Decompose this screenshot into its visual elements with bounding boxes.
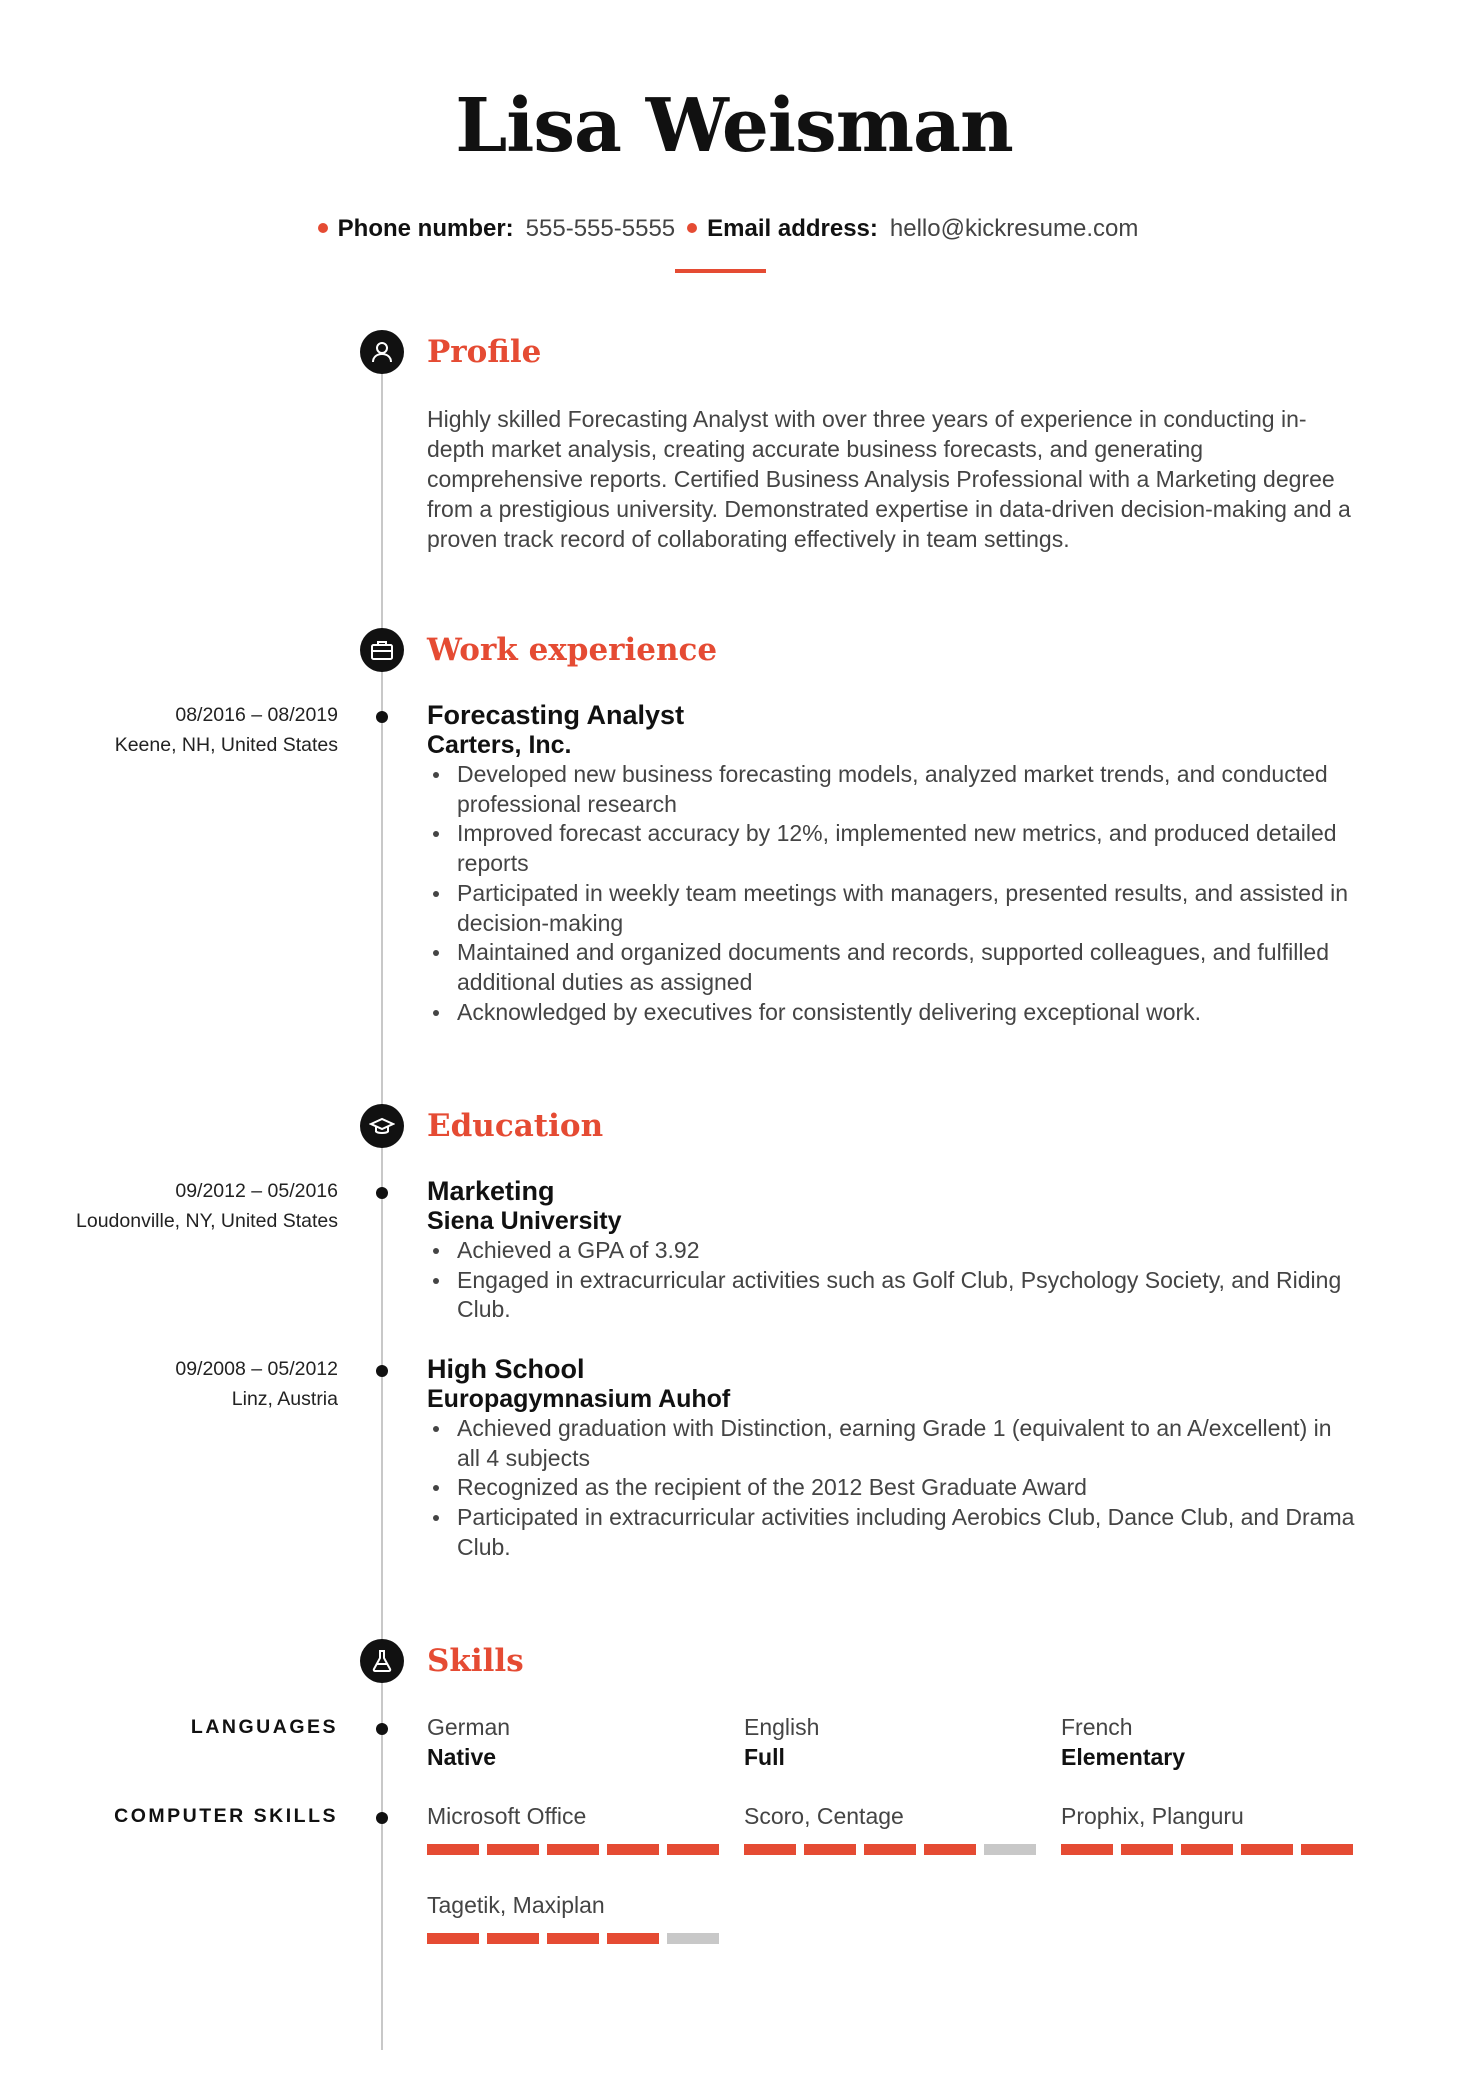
- list-item: Participated in extracurricular activities including Aerobics Club, Dance Club, and Drama Club.: [457, 1503, 1357, 1562]
- language-item: [427, 1712, 717, 1772]
- timeline-dot: [376, 711, 388, 723]
- rating-segment: [1241, 1844, 1293, 1855]
- timeline-dot: [376, 1365, 388, 1377]
- rating-segment: [804, 1844, 856, 1855]
- list-item: Achieved graduation with Distinction, earning Grade 1 (equivalent to an A/excellent) in all 4 subjects: [457, 1414, 1357, 1473]
- rating-segment: [1301, 1844, 1353, 1855]
- profile-heading: Profile: [427, 334, 542, 370]
- skills-heading: Skills: [427, 1643, 524, 1679]
- timeline-line: [381, 350, 383, 2050]
- language-level: Full: [744, 1744, 785, 1770]
- timeline-dot: [376, 1812, 388, 1824]
- rating-segment: [427, 1933, 479, 1944]
- language-level: Native: [427, 1744, 497, 1770]
- job-meta: [115, 700, 338, 760]
- flask-icon: [360, 1639, 404, 1683]
- rating-segment: [864, 1844, 916, 1855]
- graduation-cap-icon: [360, 1104, 404, 1148]
- language-name: French: [1061, 1714, 1133, 1740]
- job-title: Forecasting Analyst: [427, 700, 685, 730]
- education-school: Siena University: [427, 1207, 622, 1235]
- education-heading: Education: [427, 1108, 604, 1144]
- user-icon: [360, 330, 404, 374]
- education-degree: Marketing: [427, 1176, 555, 1206]
- job-bullets: [427, 760, 1357, 1027]
- rating-segment: [607, 1844, 659, 1855]
- education-dates: 09/2008 – 05/2012: [175, 1358, 338, 1380]
- bullet-dot-icon: [318, 223, 328, 233]
- computer-skill-name: Prophix, Planguru: [1061, 1803, 1244, 1829]
- language-name: English: [744, 1714, 820, 1740]
- briefcase-icon: [360, 628, 404, 672]
- list-item: Participated in weekly team meetings with managers, presented results, and assisted in decision-making: [457, 879, 1357, 938]
- rating-segment: [1181, 1844, 1233, 1855]
- candidate-name: Lisa Weisman: [455, 83, 1013, 169]
- computer-skill-name: Scoro, Centage: [744, 1803, 904, 1829]
- language-level: Elementary: [1061, 1744, 1186, 1770]
- education-bullets: [427, 1414, 1357, 1563]
- education-location: Loudonville, NY, United States: [76, 1210, 338, 1232]
- rating-segment: [607, 1933, 659, 1944]
- contact-line: [0, 213, 1468, 245]
- profile-text: Highly skilled Forecasting Analyst with over three years of experience in conducting in-depth market analysis, creating accurate business forecasts, and generating comprehensive reports. Certified Business Analysis Professional with a Marketing degree from a prestigious university. Demonstrated expertise in data-driven decision-making and a proven track record of collaborating effectively in team settings.: [427, 406, 1351, 552]
- education-meta: [175, 1354, 338, 1414]
- rating-segment: [924, 1844, 976, 1855]
- computer-skill-name: Tagetik, Maxiplan: [427, 1892, 605, 1918]
- job-company: Carters, Inc.: [427, 731, 572, 759]
- education-degree: High School: [427, 1354, 585, 1384]
- education-location: Linz, Austria: [231, 1388, 338, 1410]
- rating-segment: [667, 1844, 719, 1855]
- computer-skill-item: [427, 1890, 727, 1944]
- computer-skill-item: [427, 1801, 727, 1855]
- rating-segment: [547, 1844, 599, 1855]
- language-name: German: [427, 1714, 511, 1740]
- timeline-dot: [376, 1187, 388, 1199]
- rating-segment: [1061, 1844, 1113, 1855]
- list-item: Achieved a GPA of 3.92: [457, 1236, 1357, 1266]
- list-item: Maintained and organized documents and records, supported colleagues, and fulfilled additional duties as assigned: [457, 938, 1357, 997]
- timeline-dot: [376, 1723, 388, 1735]
- education-dates: 09/2012 – 05/2016: [175, 1180, 338, 1202]
- computer-skill-name: Microsoft Office: [427, 1803, 587, 1829]
- list-item: Improved forecast accuracy by 12%, implemented new metrics, and produced detailed reports: [457, 819, 1357, 878]
- rating-segment: [984, 1844, 1036, 1855]
- language-item: [1061, 1712, 1351, 1772]
- list-item: Developed new business forecasting models, analyzed market trends, and conducted professional research: [457, 760, 1357, 819]
- list-item: Engaged in extracurricular activities such as Golf Club, Psychology Society, and Riding Club.: [457, 1266, 1357, 1325]
- education-bullets: [427, 1236, 1357, 1325]
- header-divider: [675, 269, 766, 273]
- rating-segment: [547, 1933, 599, 1944]
- computer-skills-label: COMPUTER SKILLS: [114, 1805, 338, 1827]
- education-school: Europagymnasium Auhof: [427, 1385, 731, 1413]
- computer-skill-item: [1061, 1801, 1361, 1855]
- work-heading: Work experience: [427, 632, 718, 668]
- bullet-dot-icon: [687, 223, 697, 233]
- phone-value: 555-555-5555: [525, 215, 676, 242]
- education-meta: [76, 1176, 338, 1236]
- job-dates: 08/2016 – 08/2019: [175, 704, 338, 726]
- computer-skill-item: [744, 1801, 1044, 1855]
- list-item: Acknowledged by executives for consistently delivering exceptional work.: [457, 998, 1357, 1028]
- rating-segment: [744, 1844, 796, 1855]
- rating-segment: [1121, 1844, 1173, 1855]
- email-label: Email address:: [707, 215, 878, 242]
- email-value: hello@kickresume.com: [889, 215, 1139, 242]
- rating-segment: [487, 1933, 539, 1944]
- rating-segment: [667, 1933, 719, 1944]
- skill-rating-bar: [744, 1844, 1044, 1855]
- skill-rating-bar: [427, 1933, 727, 1944]
- language-item: [744, 1712, 1034, 1772]
- rating-segment: [427, 1844, 479, 1855]
- skill-rating-bar: [1061, 1844, 1361, 1855]
- job-location: Keene, NH, United States: [114, 734, 338, 756]
- skill-rating-bar: [427, 1844, 727, 1855]
- rating-segment: [487, 1844, 539, 1855]
- languages-label: LANGUAGES: [190, 1716, 338, 1738]
- phone-label: Phone number:: [337, 215, 514, 242]
- list-item: Recognized as the recipient of the 2012 Best Graduate Award: [457, 1473, 1357, 1503]
